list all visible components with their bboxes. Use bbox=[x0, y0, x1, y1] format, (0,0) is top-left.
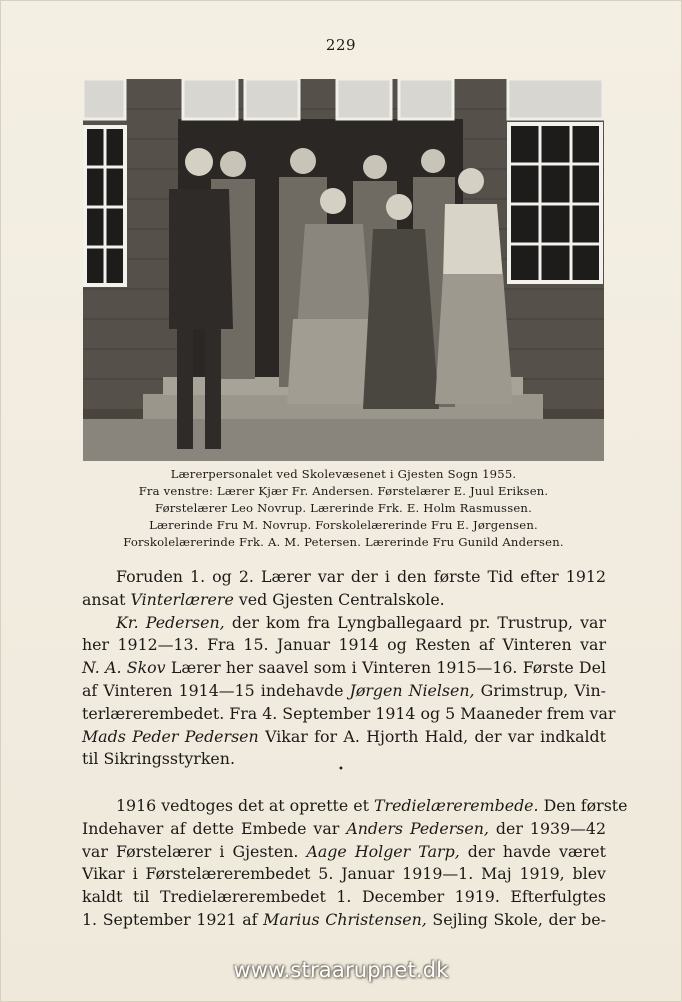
text-line: Indehaver af dette Embede var Anders Pedersen, der 1939—42 bbox=[82, 818, 607, 838]
text-line: 1916 vedtoges det at oprette et Tredielærerembede. Den første bbox=[116, 796, 628, 815]
emphasis: Aage Holger Tarp, bbox=[306, 841, 460, 861]
emphasis: N. A. Skov bbox=[82, 658, 166, 678]
text-line: ansat Vinterlærere ved Gjesten Centralskole. bbox=[82, 589, 445, 609]
caption-line: Forskolelærerinde Frk. A. M. Petersen. Lærerinde Fru Gunild Andersen. bbox=[123, 535, 564, 549]
emphasis: Kr. Pedersen, bbox=[116, 612, 225, 632]
emphasis: Mads Peder Pedersen bbox=[82, 726, 259, 746]
text-line: 1. September 1921 af Marius Christensen, Sejling Skole, der be- bbox=[82, 909, 606, 929]
text-line: til Sikringsstyrken. bbox=[82, 749, 235, 769]
caption-line: Førstelærer Leo Novrup. Lærerinde Frk. E. Holm Rasmussen. bbox=[155, 501, 532, 515]
emphasis: Marius Christensen, bbox=[263, 909, 427, 929]
paragraph-1 bbox=[82, 566, 616, 771]
emphasis: Jørgen Nielsen, bbox=[349, 680, 475, 700]
caption-line: Lærerinde Fru M. Novrup. Forskolelærerinde Fru E. Jørgensen. bbox=[149, 518, 538, 532]
emphasis: Anders Pedersen, bbox=[346, 818, 489, 838]
caption-line: Fra venstre: Lærer Kjær Fr. Andersen. Førstelærer E. Juul Eriksen. bbox=[138, 484, 549, 498]
group-photo bbox=[83, 79, 604, 461]
text-line: Foruden 1. og 2. Lærer var der i den første Tid efter 1912 bbox=[116, 567, 606, 586]
text-line: af Vinteren 1914—15 indehavde Jørgen Nielsen, Grimstrup, Vin- bbox=[82, 680, 606, 700]
text-line: N. A. Skov Lærer her saavel som i Vinteren 1915—16. Første Del bbox=[82, 658, 606, 678]
text-line: var Førstelærer i Gjesten. Aage Holger Tarp, der havde været bbox=[82, 841, 606, 861]
section-separator: • bbox=[338, 764, 344, 775]
photo-caption bbox=[83, 466, 604, 551]
text-line: Vikar i Førstelærerembedet 5. Januar 1919—1. Maj 1919, blev bbox=[82, 864, 606, 884]
page-number: 229 bbox=[325, 36, 357, 54]
text-line: Kr. Pedersen, der kom fra Lyngballegaard pr. Trustrup, var bbox=[116, 612, 607, 632]
text-line: Mads Peder Pedersen Vikar for A. Hjorth Hald, der var indkaldt bbox=[82, 726, 606, 746]
paragraph-2 bbox=[82, 795, 628, 932]
group-photo-icon bbox=[83, 79, 604, 461]
text-line: kaldt til Tredielærerembedet 1. December 1919. Efterfulgtes bbox=[82, 887, 606, 907]
emphasis: Vinterlærere bbox=[130, 589, 234, 609]
caption-line: Lærerpersonalet ved Skolevæsenet i Gjesten Sogn 1955. bbox=[170, 467, 517, 481]
text-line: her 1912—13. Fra 15. Januar 1914 og Resten af Vinteren var bbox=[82, 635, 606, 655]
text-line: terlærerembedet. Fra 4. September 1914 og 5 Maaneder frem var bbox=[82, 703, 616, 723]
emphasis: Tredielærerembede. bbox=[373, 796, 539, 815]
watermark-link[interactable]: www.straarupnet.dk bbox=[233, 958, 449, 982]
